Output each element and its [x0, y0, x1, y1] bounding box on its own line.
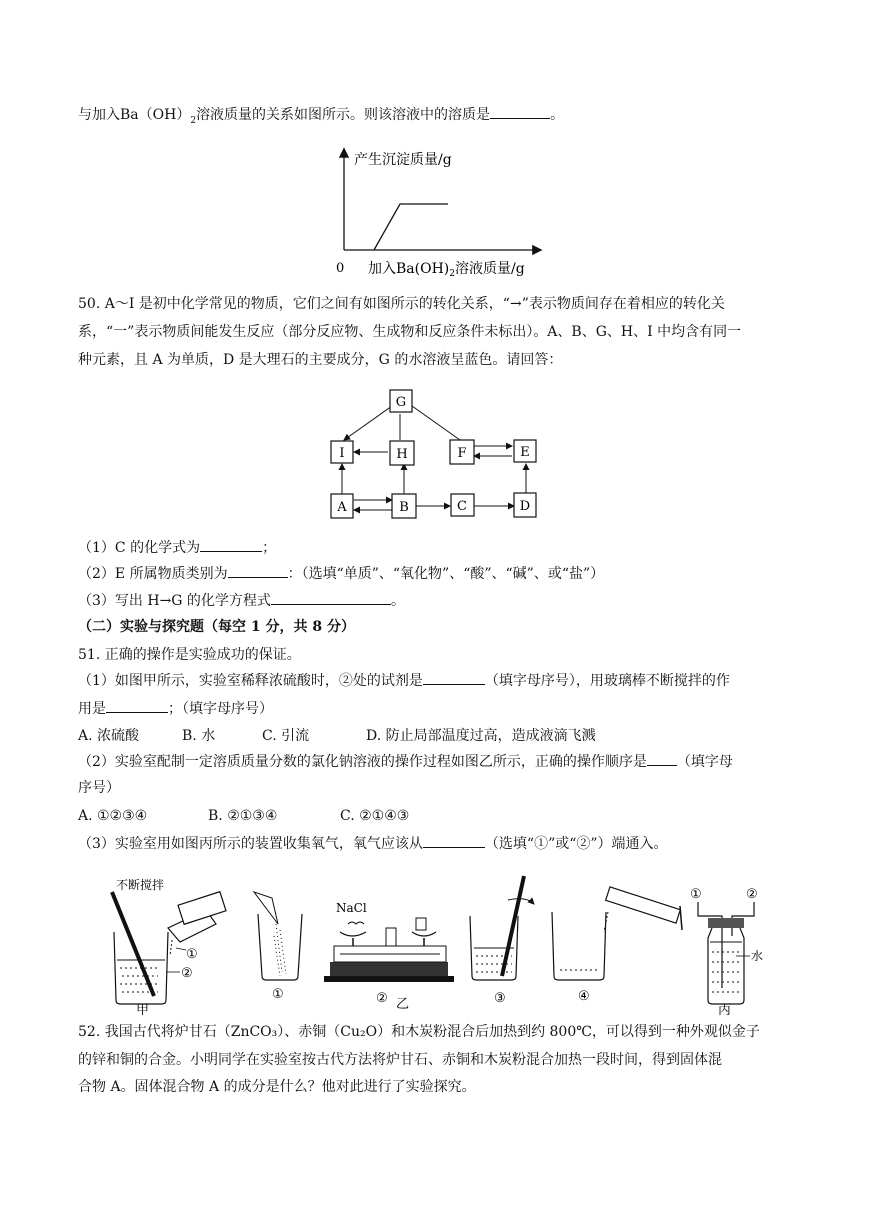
q52-line-2: 的锌和铜的合金。小明同学在实验室按古代方法将炉甘石、赤铜和木炭粉混合加热一段时间，得到固体混 [78, 1052, 722, 1068]
node-d [514, 493, 536, 517]
nacl-label: NaCl [336, 901, 367, 915]
label-bing: 丙 [718, 1003, 732, 1016]
q52-line-3: 合物 A。固体混合物 A 的成分是什么？他对此进行了实验探究。 [78, 1079, 476, 1095]
cylinder-icon [606, 887, 681, 923]
origin-label: 0 [336, 261, 345, 276]
q51-p1-a: （1）如图甲所示，实验室稀释浓硫酸时，②处的试剂是 （填字母序号），用玻璃棒不断搅拌的作 [78, 670, 730, 691]
node-g [390, 390, 412, 412]
svg-text:②: ② [746, 887, 758, 902]
q49-tail-line: 与加入$Ba(OH)_2$溶液质量的关系如图所示。则该溶液中的溶质是 。 [78, 104, 564, 131]
option-b: B. ②①③④ [208, 808, 278, 824]
svg-text:I: I [339, 446, 345, 461]
q50-intro-3: 种元素，且 A 为单质，D 是大理石的主要成分，G 的水溶液呈蓝色。请回答： [78, 352, 563, 368]
q50-sub1: （1）C 的化学式为 ； [78, 537, 276, 558]
q51-p1-b: 用是 ；（填字母序号） [78, 698, 273, 719]
svg-text:H: H [396, 447, 408, 462]
x-axis-label: 加入$Ba(OH)_2$溶液质量/g [368, 261, 525, 279]
balance-icon [330, 962, 448, 976]
q51-p3: （3）实验室用如图丙所示的装置收集氧气，氧气应该从 （选填“①”或“②”）端通入。 [78, 833, 668, 854]
answer-blank[interactable] [423, 833, 485, 848]
svg-text:A: A [337, 500, 347, 515]
answer-blank[interactable] [106, 698, 168, 713]
q50-intro-2: 系，“一”表示物质间能发生反应（部分反应物、生成物和反应条件未标出）。A、B、G、H、I 中均含有同一 [78, 324, 742, 340]
glass-rod-icon [112, 892, 154, 996]
node-h [390, 441, 414, 465]
svg-text:B: B [399, 500, 409, 515]
step-3: ③ [494, 991, 506, 1006]
q51-intro: 51. 正确的操作是实验成功的保证。 [78, 647, 301, 663]
step-1: ① [272, 987, 284, 1002]
lab-figure [96, 872, 796, 1016]
svg-text:E: E [520, 445, 530, 460]
stir-label: 不断搅拌 [116, 878, 165, 892]
y-axis-label: 产生沉淀质量/g [354, 152, 452, 168]
answer-blank[interactable] [647, 751, 677, 766]
q50-sub3: （3）写出 H→G 的化学方程式 。 [78, 590, 405, 611]
q51-p1-options [78, 726, 596, 746]
answer-blank[interactable] [228, 563, 288, 578]
q51-p2-options [78, 806, 409, 826]
section-title: （二）实验与探究题（每空 1 分，共 8 分） [78, 619, 355, 635]
node-b [392, 494, 416, 518]
svg-text:C: C [457, 499, 467, 514]
option-c: C. ②①④③ [340, 808, 410, 824]
node-f [450, 440, 474, 464]
node-a [331, 494, 353, 518]
g-f-link [412, 406, 460, 440]
step-4: ④ [578, 989, 590, 1004]
q50-sub2: （2）E 所属物质类别为 ：（选填“单质”、“氧化物”、“酸”、“碱”、或“盐”） [78, 563, 604, 584]
svg-text:②: ② [181, 966, 193, 981]
svg-text:F: F [457, 446, 467, 461]
q51-p2-b: 序号） [78, 780, 120, 796]
beaker-icon [258, 914, 302, 980]
answer-blank[interactable] [490, 104, 550, 119]
tube-long-icon [698, 902, 722, 988]
svg-text:①: ① [186, 947, 198, 962]
gas-bottle-icon [708, 928, 744, 1004]
svg-text:①: ① [690, 887, 702, 902]
paper-icon [254, 892, 278, 924]
precipitate-graph [330, 140, 550, 282]
svg-text:G: G [395, 395, 407, 410]
option-a: A. ①②③④ [78, 808, 148, 824]
node-i [331, 441, 353, 463]
q51-p2-a: （2）实验室配制一定溶质质量分数的氯化钠溶液的操作过程如图乙所示，正确的操作顺序是 （填字母 [78, 751, 733, 772]
label-jia: 甲 [136, 1003, 150, 1016]
q50-intro-1: 50. A～I 是初中化学常见的物质，它们之间有如图所示的转化关系，“→”表示物质间存在着相应的转化关 [78, 296, 725, 312]
option-c: C. 引流 [262, 728, 310, 744]
conversion-diagram [320, 382, 550, 524]
node-c [451, 494, 474, 516]
q52-line-1: 52. 我国古代将炉甘石（ZnCO₃）、赤铜（Cu₂O）和木炭粉混合后加热到约 800℃，可以得到一种外观似金子 [78, 1024, 760, 1040]
option-a: A. 浓硫酸 [78, 728, 140, 744]
answer-blank[interactable] [423, 670, 485, 685]
option-b: B. 水 [182, 728, 216, 744]
answer-blank[interactable] [271, 590, 391, 605]
water-label: 水 [751, 949, 764, 963]
option-d: D. 防止局部温度过高，造成液滴飞溅 [366, 728, 596, 744]
svg-text:D: D [519, 499, 531, 514]
node-e [514, 440, 536, 462]
graph-curve [374, 204, 448, 250]
step-2: ② [376, 991, 388, 1006]
label-yi: 乙 [396, 997, 410, 1012]
answer-blank[interactable] [200, 537, 262, 552]
glass-rod-icon [502, 876, 524, 976]
